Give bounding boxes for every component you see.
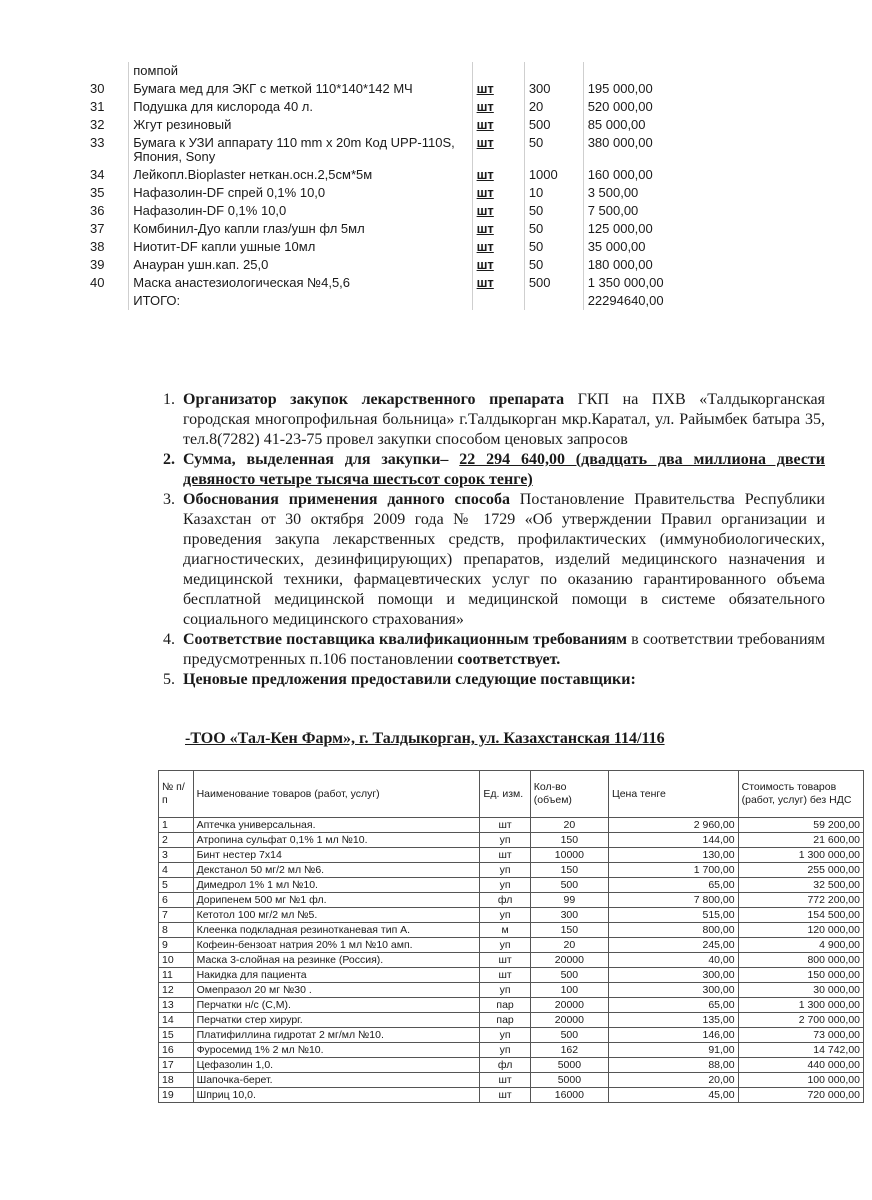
row-number: 40 (90, 275, 105, 290)
item-name: Нафазолин-DF спрей 0,1% 10,0 (129, 184, 472, 202)
item-unit: уп (480, 833, 530, 848)
item-price: 65,00 (608, 878, 738, 893)
organizer-heading: Организатор закупок лекарственного препарата (183, 391, 565, 408)
item-name: Платифиллина гидротат 2 мг/мл №10. (193, 1028, 480, 1043)
item-name: Перчатки стер хирург. (193, 1013, 480, 1028)
item-quantity: 1000 (524, 166, 583, 184)
list-number: 4. (163, 631, 175, 648)
table-row (86, 292, 726, 310)
row-number: 9 (159, 938, 194, 953)
item-sum: 160 000,00 (583, 166, 726, 184)
list-item-justification (135, 490, 825, 630)
table-row (86, 202, 726, 220)
item-sum: 59 200,00 (738, 818, 863, 833)
row-number: 37 (90, 221, 105, 236)
item-quantity: 500 (524, 116, 583, 134)
item-quantity: 150 (530, 833, 608, 848)
amount-heading: Сумма, выделенная для закупки– (183, 451, 449, 468)
item-quantity: 50 (524, 134, 583, 166)
item-price: 300,00 (608, 983, 738, 998)
table-row (159, 908, 864, 923)
row-number: 2 (159, 833, 194, 848)
table-row (159, 1028, 864, 1043)
item-name: Кофеин-бензоат натрия 20% 1 мл №10 амп. (193, 938, 480, 953)
item-quantity: 20 (530, 938, 608, 953)
row-number: 38 (90, 239, 105, 254)
item-unit: уп (480, 878, 530, 893)
row-number: 16 (159, 1043, 194, 1058)
item-price: 144,00 (608, 833, 738, 848)
supplier-price-table (158, 770, 864, 1103)
item-sum: 154 500,00 (738, 908, 863, 923)
item-name: Дорипенем 500 мг №1 фл. (193, 893, 480, 908)
item-unit: шт (480, 953, 530, 968)
row-number (86, 292, 129, 310)
item-price: 135,00 (608, 1013, 738, 1028)
item-unit: шт (480, 818, 530, 833)
item-sum: 125 000,00 (583, 220, 726, 238)
item-unit: пар (480, 1013, 530, 1028)
table-row (159, 938, 864, 953)
row-number: 30 (90, 81, 105, 96)
table-row (159, 923, 864, 938)
item-quantity: 50 (524, 256, 583, 274)
item-name: Ниотит-DF капли ушные 10мл (129, 238, 472, 256)
table-header-row (159, 771, 864, 818)
table-row (159, 1043, 864, 1058)
item-name: Цефазолин 1,0. (193, 1058, 480, 1073)
item-name: Шприц 10,0. (193, 1088, 480, 1103)
row-number: 4 (159, 863, 194, 878)
row-number: 10 (159, 953, 194, 968)
amount-value: 22 294 640,00 (двадцать два миллиона двести девяносто четыре тысяча шестьсот сорок тенге) (183, 451, 826, 488)
table-row (159, 878, 864, 893)
item-name: Фуросемид 1% 2 мл №10. (193, 1043, 480, 1058)
row-number: 18 (159, 1073, 194, 1088)
item-name: Маска анастезиологическая №4,5,6 (129, 274, 472, 292)
item-price: 7 800,00 (608, 893, 738, 908)
item-sum (583, 62, 726, 80)
table-row (86, 274, 726, 292)
item-quantity: 50 (524, 202, 583, 220)
item-sum: 30 000,00 (738, 983, 863, 998)
item-sum: 21 600,00 (738, 833, 863, 848)
item-price: 1 700,00 (608, 863, 738, 878)
item-unit: шт (472, 238, 524, 256)
item-quantity: 20000 (530, 998, 608, 1013)
item-unit: фл (480, 893, 530, 908)
item-quantity: 500 (524, 274, 583, 292)
item-quantity (524, 62, 583, 80)
item-sum: 720 000,00 (738, 1088, 863, 1103)
item-unit: уп (480, 1028, 530, 1043)
table-row (159, 953, 864, 968)
item-unit: шт (472, 256, 524, 274)
item-quantity: 500 (530, 1028, 608, 1043)
list-number: 1. (163, 391, 175, 408)
item-sum: 800 000,00 (738, 953, 863, 968)
item-price: 2 960,00 (608, 818, 738, 833)
item-quantity: 300 (530, 908, 608, 923)
justification-heading: Обоснования применения данного способа (183, 491, 510, 508)
table-row (159, 1088, 864, 1103)
table-row (86, 98, 726, 116)
item-price: 91,00 (608, 1043, 738, 1058)
item-price: 146,00 (608, 1028, 738, 1043)
list-item-offers (135, 670, 825, 690)
item-quantity: 500 (530, 878, 608, 893)
item-sum: 4 900,00 (738, 938, 863, 953)
table-row (159, 1013, 864, 1028)
item-unit: шт (472, 184, 524, 202)
compliance-heading: Соответствие поставщика квалификационным требованиям (183, 631, 627, 648)
row-number: 31 (90, 99, 105, 114)
row-number: 36 (90, 203, 105, 218)
item-quantity: 99 (530, 893, 608, 908)
organizer-text: ГКП на ПХВ «Талдыкорганская городская многопрофильная больница» г.Талдыкорган мкр.Каратал, ул. Райымбек батыра 35, тел.8(7282) 41-23-75 провел закупки способом ценовых запросов (183, 391, 825, 448)
item-quantity: 50 (524, 238, 583, 256)
item-unit: уп (480, 863, 530, 878)
table-row (159, 983, 864, 998)
item-quantity: 500 (530, 968, 608, 983)
item-quantity: 20000 (530, 1013, 608, 1028)
item-price: 300,00 (608, 968, 738, 983)
table-row (159, 893, 864, 908)
item-sum: 1 300 000,00 (738, 848, 863, 863)
table-row (159, 818, 864, 833)
item-price: 130,00 (608, 848, 738, 863)
item-sum: 120 000,00 (738, 923, 863, 938)
item-unit: уп (480, 1043, 530, 1058)
item-price: 45,00 (608, 1088, 738, 1103)
item-sum: 85 000,00 (583, 116, 726, 134)
item-unit: шт (480, 1088, 530, 1103)
item-unit (472, 62, 524, 80)
item-quantity: 50 (524, 220, 583, 238)
item-unit: шт (472, 116, 524, 134)
item-price: 20,00 (608, 1073, 738, 1088)
item-unit: шт (480, 968, 530, 983)
item-price: 245,00 (608, 938, 738, 953)
item-name: Клеенка подкладная резинотканевая тип А. (193, 923, 480, 938)
row-number: 1 (159, 818, 194, 833)
item-sum: 180 000,00 (583, 256, 726, 274)
list-item-compliance (135, 630, 825, 670)
item-unit: шт (472, 166, 524, 184)
item-unit: уп (480, 908, 530, 923)
row-number: 12 (159, 983, 194, 998)
item-name: Комбинил-Дуо капли глаз/ушн фл 5мл (129, 220, 472, 238)
item-quantity: 20000 (530, 953, 608, 968)
item-quantity: 5000 (530, 1073, 608, 1088)
item-name: Аптечка универсальная. (193, 818, 480, 833)
item-name: Анауран ушн.кап. 25,0 (129, 256, 472, 274)
row-number: 15 (159, 1028, 194, 1043)
table-row (86, 134, 726, 166)
table-row (86, 256, 726, 274)
table-row (159, 1073, 864, 1088)
item-name: Лейкопл.Bioplaster неткан.осн.2,5см*5м (129, 166, 472, 184)
item-price: 40,00 (608, 953, 738, 968)
item-quantity: 5000 (530, 1058, 608, 1073)
item-name: Кетотол 100 мг/2 мл №5. (193, 908, 480, 923)
row-number: 32 (90, 117, 105, 132)
header-price: Цена тенге (608, 771, 738, 818)
item-sum: 3 500,00 (583, 184, 726, 202)
item-name: Перчатки н/с (С,М). (193, 998, 480, 1013)
item-quantity: 20 (530, 818, 608, 833)
table-row (86, 166, 726, 184)
protocol-list (135, 390, 825, 690)
item-unit: уп (480, 938, 530, 953)
item-unit (472, 292, 524, 310)
compliance-result: соответствует. (457, 651, 561, 668)
header-sum: Стоимость товаров (работ, услуг) без НДС (738, 771, 863, 818)
list-item-organizer (135, 390, 825, 450)
item-sum: 32 500,00 (738, 878, 863, 893)
item-name: Маска 3-слойная на резинке (Россия). (193, 953, 480, 968)
item-sum: 440 000,00 (738, 1058, 863, 1073)
row-number: 14 (159, 1013, 194, 1028)
table-row (159, 968, 864, 983)
item-unit: м (480, 923, 530, 938)
table-row (86, 80, 726, 98)
item-name: Омепразол 20 мг №30 . (193, 983, 480, 998)
table-row (86, 62, 726, 80)
row-number: 6 (159, 893, 194, 908)
item-sum: 100 000,00 (738, 1073, 863, 1088)
justification-text: Постановление Правительства Республики Казахстан от 30 октября 2009 года № 1729 «Об утверждении Правил организации и проведения закупа лекарственных средств, профилактических (иммунобиологических, диагностических, дезинфицирующих) препаратов, изделий медицинского назначения и медицинской техники, фармацевтических услуг по оказанию гарантированного объема бесплатной медицинской помощи и медицинской помощи в системе обязательного социального медицинского страхования» (183, 491, 825, 628)
row-number: 19 (159, 1088, 194, 1103)
table-row (159, 833, 864, 848)
item-unit: шт (480, 848, 530, 863)
table-row (159, 998, 864, 1013)
table-row (159, 1058, 864, 1073)
row-number: 7 (159, 908, 194, 923)
item-price: 515,00 (608, 908, 738, 923)
item-unit: шт (472, 274, 524, 292)
item-name: Нафазолин-DF 0,1% 10,0 (129, 202, 472, 220)
item-sum: 1 300 000,00 (738, 998, 863, 1013)
row-number: 17 (159, 1058, 194, 1073)
offers-heading: Ценовые предложения предоставили следующие поставщики: (183, 671, 636, 688)
list-number: 2. (163, 451, 175, 468)
row-number: 33 (90, 135, 105, 150)
table-row (86, 238, 726, 256)
item-quantity: 10000 (530, 848, 608, 863)
item-quantity: 300 (524, 80, 583, 98)
row-number: 3 (159, 848, 194, 863)
item-name: Димедрол 1% 1 мл №10. (193, 878, 480, 893)
item-sum: 73 000,00 (738, 1028, 863, 1043)
item-name: Бумага мед для ЭКГ с меткой 110*140*142 МЧ (129, 80, 472, 98)
row-number: 34 (90, 167, 105, 182)
item-price: 800,00 (608, 923, 738, 938)
item-unit: шт (480, 1073, 530, 1088)
item-unit: фл (480, 1058, 530, 1073)
item-unit: шт (472, 134, 524, 166)
row-number (86, 62, 129, 80)
item-sum: 7 500,00 (583, 202, 726, 220)
item-sum: 380 000,00 (583, 134, 726, 166)
item-sum: 772 200,00 (738, 893, 863, 908)
header-name: Наименование товаров (работ, услуг) (193, 771, 480, 818)
item-unit: шт (472, 80, 524, 98)
header-quantity: Кол-во (объем) (530, 771, 608, 818)
item-name: помпой (129, 62, 472, 80)
item-sum: 195 000,00 (583, 80, 726, 98)
item-quantity: 150 (530, 923, 608, 938)
header-number: № п/п (159, 771, 194, 818)
list-number: 3. (163, 491, 175, 508)
row-number: 39 (90, 257, 105, 272)
items-table-continued (86, 62, 726, 310)
item-price: 65,00 (608, 998, 738, 1013)
item-name: Бинт нестер 7х14 (193, 848, 480, 863)
table-row (86, 116, 726, 134)
row-number: 13 (159, 998, 194, 1013)
item-sum: 22294640,00 (583, 292, 726, 310)
item-quantity: 10 (524, 184, 583, 202)
item-sum: 150 000,00 (738, 968, 863, 983)
item-name: Атропина сульфат 0,1% 1 мл №10. (193, 833, 480, 848)
header-unit: Ед. изм. (480, 771, 530, 818)
item-quantity: 150 (530, 863, 608, 878)
item-quantity (524, 292, 583, 310)
item-unit: шт (472, 98, 524, 116)
supplier-title: -ТОО «Тал-Кен Фарм», г. Талдыкорган, ул. Казахстанская 114/116 (185, 730, 665, 747)
item-sum: 1 350 000,00 (583, 274, 726, 292)
table-row (159, 863, 864, 878)
row-number: 11 (159, 968, 194, 983)
table-row (159, 848, 864, 863)
table-row (86, 220, 726, 238)
item-unit: шт (472, 202, 524, 220)
item-unit: пар (480, 998, 530, 1013)
item-price: 88,00 (608, 1058, 738, 1073)
list-item-amount (135, 450, 825, 490)
table-row (86, 184, 726, 202)
row-number: 8 (159, 923, 194, 938)
item-unit: уп (480, 983, 530, 998)
item-sum: 2 700 000,00 (738, 1013, 863, 1028)
item-name: ИТОГО: (129, 292, 472, 310)
item-quantity: 16000 (530, 1088, 608, 1103)
item-sum: 255 000,00 (738, 863, 863, 878)
row-number: 5 (159, 878, 194, 893)
item-name: Жгут резиновый (129, 116, 472, 134)
item-unit: шт (472, 220, 524, 238)
item-name: Накидка для пациента (193, 968, 480, 983)
item-sum: 35 000,00 (583, 238, 726, 256)
item-quantity: 20 (524, 98, 583, 116)
item-quantity: 100 (530, 983, 608, 998)
item-name: Подушка для кислорода 40 л. (129, 98, 472, 116)
list-number: 5. (163, 671, 175, 688)
row-number: 35 (90, 185, 105, 200)
item-name: Шапочка-берет. (193, 1073, 480, 1088)
item-name: Бумага к УЗИ аппарату 110 mm x 20m Код UPP-110S, Япония, Sony (129, 134, 472, 166)
item-sum: 520 000,00 (583, 98, 726, 116)
item-name: Декстанол 50 мг/2 мл №6. (193, 863, 480, 878)
item-quantity: 162 (530, 1043, 608, 1058)
compliance-text: в соответствии требованиям предусмотренных п.106 постановлении (183, 631, 825, 668)
item-sum: 14 742,00 (738, 1043, 863, 1058)
